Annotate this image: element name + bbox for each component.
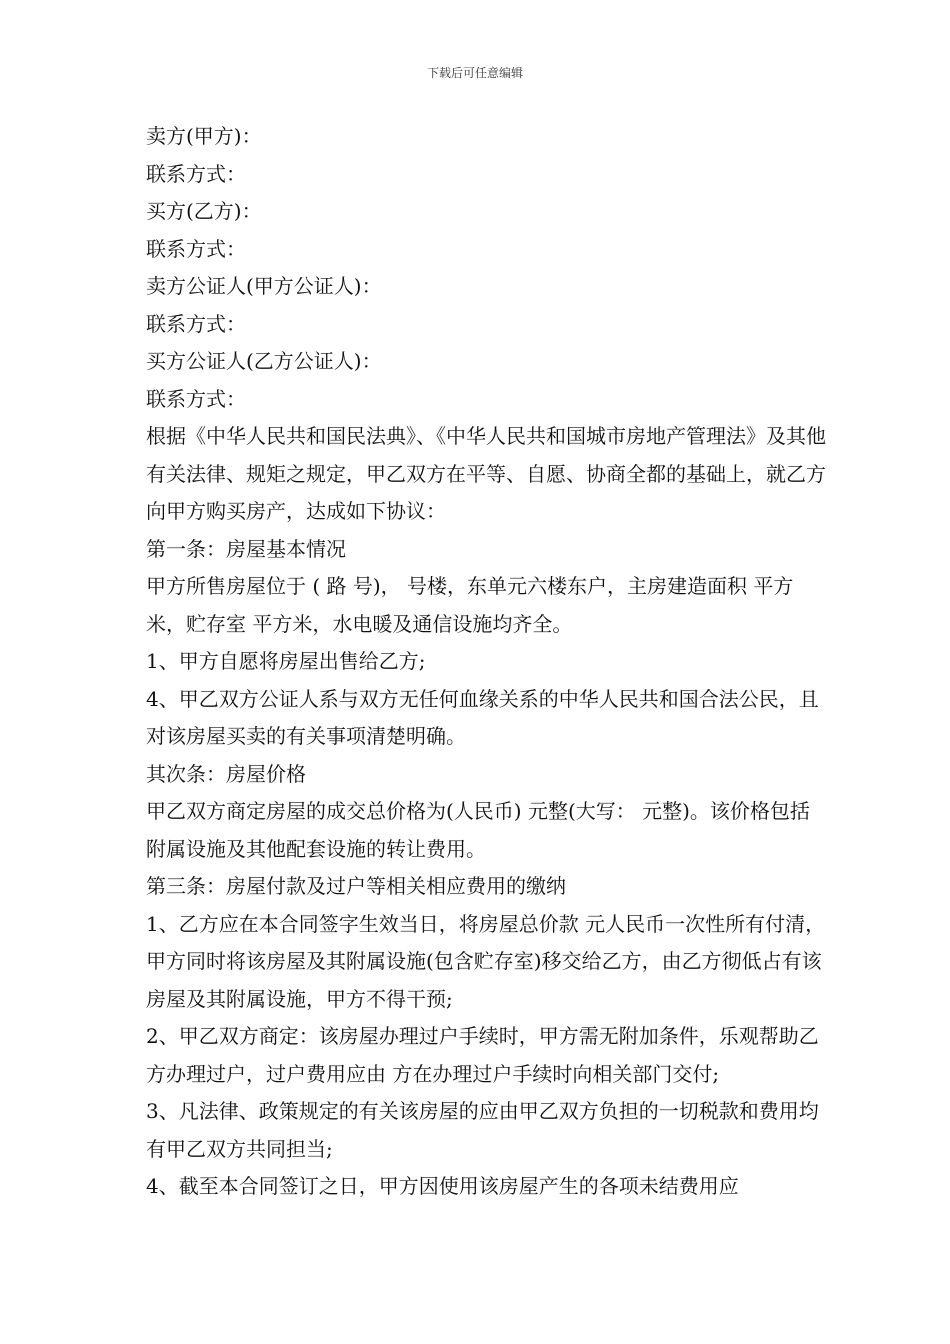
buyer-notary-line: 买方公证人(乙方公证人)： (146, 349, 382, 373)
buyer-line: 买方(乙方)： (146, 199, 262, 223)
preamble-paragraph: 根据《中华人民共和国民法典》、《中华人民共和国城市房地产管理法》及其他有关法律、规矩之规定，甲乙双方在平等、自愿、协商全都的基础上，就乙方向甲方购买房产，达成如下协议： (146, 424, 826, 523)
article-2-paragraph: 甲乙双方商定房屋的成交总价格为(人民币) 元整(大写： 元整)。该价格包括附属设施及其他配套设施的转让费用。 (146, 799, 810, 861)
seller-notary-line: 卖方公证人(甲方公证人)： (146, 274, 382, 298)
article-3-item-4: 4、截至本合同签订之日，甲方因使用该房屋产生的各项未结费用应 (146, 1174, 739, 1198)
seller-contact-line: 联系方式： (146, 161, 246, 186)
article-3-item-1: 1、乙方应在本合同签字生效当日，将房屋总价款 元人民币一次性所有付清，甲方同时将该房屋及其附属设施(包含贮存室)移交给乙方，由乙方彻低占有该房屋及其附属设施，甲方不得干预; (146, 911, 826, 1011)
seller-notary-contact-line: 联系方式： (146, 311, 246, 336)
article-1-item-4: 4、甲乙双方公证人系与双方无任何血缘关系的中华人民共和国合法公民，且对该房屋买卖的有关事项清楚明确。 (146, 686, 819, 748)
article-3-item-2: 2、甲乙双方商定：该房屋办理过户手续时，甲方需无附加条件，乐观帮助乙方办理过户，过户费用应由 方在办理过户手续时向相关部门交付; (146, 1024, 819, 1086)
buyer-contact-line: 联系方式： (146, 236, 246, 261)
buyer-notary-contact-line: 联系方式： (146, 386, 246, 411)
article-3-item-3: 3、凡法律、政策规定的有关该房屋的应由甲乙双方负担的一切税款和费用均有甲乙双方共同担当; (146, 1099, 819, 1161)
page-header: 下载后可任意编辑 (426, 66, 523, 80)
article-2-heading: 其次条：房屋价格 (146, 761, 306, 786)
article-1-item-1: 1、甲方自愿将房屋出售给乙方; (146, 649, 426, 673)
article-3-heading: 第三条：房屋付款及过户等相关相应费用的缴纳 (146, 874, 566, 898)
article-1-heading: 第一条：房屋基本情况 (146, 536, 346, 561)
seller-line: 卖方(甲方)： (146, 124, 262, 148)
article-1-paragraph: 甲方所售房屋位于 ( 路 号)， 号楼，东单元六楼东户，主房建造面积 平方米，贮存室 平方米，水电暖及通信设施均齐全。 (146, 574, 794, 636)
document-body (146, 118, 826, 1206)
